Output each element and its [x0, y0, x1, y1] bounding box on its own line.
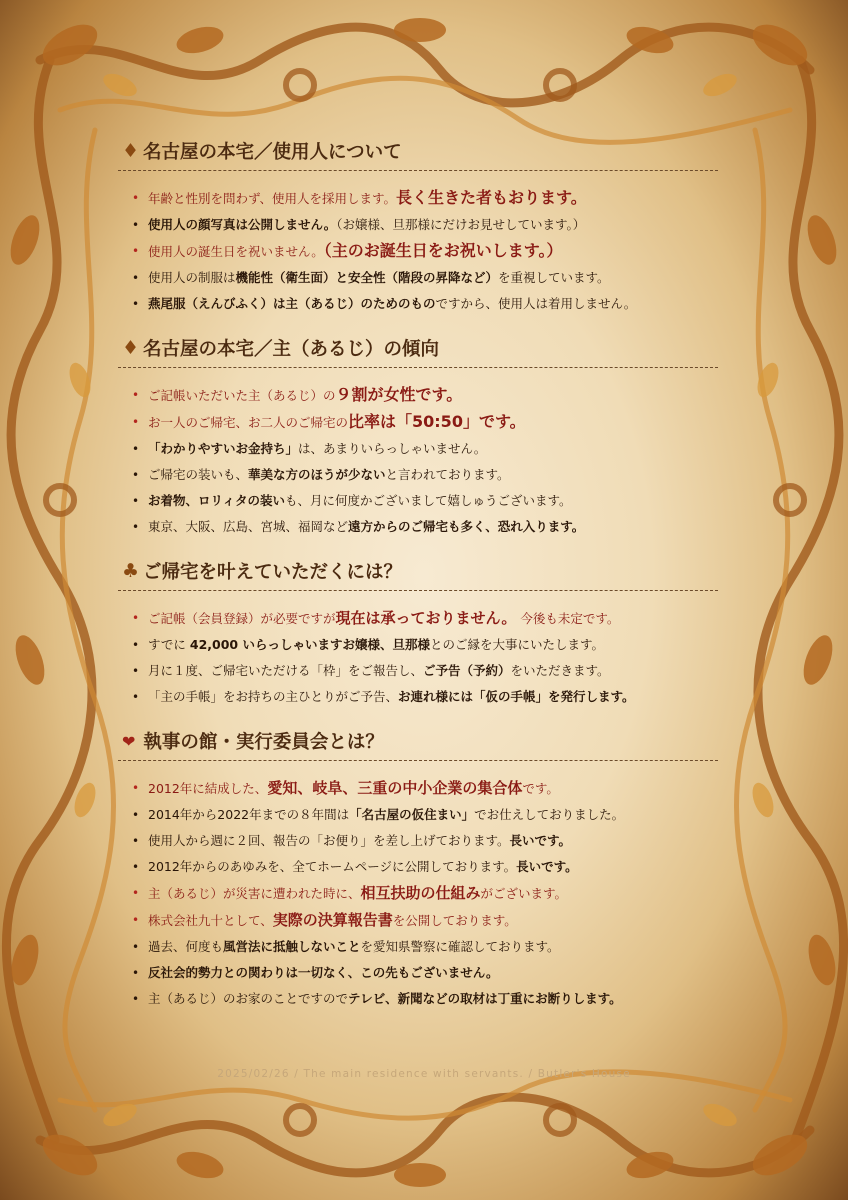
list-item: • 使用人の制服は機能性（衛生面）と安全性（階段の昇降など）を重視しています。	[132, 265, 718, 291]
section-heading	[118, 558, 718, 591]
section-heading	[118, 728, 718, 761]
section-masters	[118, 335, 718, 540]
list-item: • ご記帳いただいた主（あるじ）の９割が女性です。	[132, 382, 718, 409]
list-item: • 使用人の顔写真は公開しません。（お嬢様、旦那様にだけお見せしています。）	[132, 212, 718, 238]
list-item: • すでに 42,000 いらっしゃいますお嬢様、旦那様とのご縁を大事にいたします。	[132, 632, 718, 658]
club-icon: ♣	[122, 560, 140, 582]
diamond-icon: ♦	[122, 337, 140, 359]
section-heading	[118, 138, 718, 171]
list-item: • 月に１度、ご帰宅いただける「枠」をご報告し、ご予告（予約）をいただきます。	[132, 658, 718, 684]
list-item: • 燕尾服（えんびふく）は主（あるじ）のためのものですから、使用人は着用しません。	[132, 291, 718, 317]
section-committee	[118, 728, 718, 1012]
list-item: • 主（あるじ）のお家のことですのでテレビ、新聞などの取材は丁重にお断りします。	[132, 986, 718, 1012]
section-title: 名古屋の本宅／使用人について	[143, 142, 402, 163]
content-area	[118, 138, 718, 1030]
list-item: • 主（あるじ）が災害に遭われた時に、相互扶助の仕組みがございます。	[132, 880, 718, 907]
list-item: • 東京、大阪、広島、宮城、福岡など遠方からのご帰宅も多く、恐れ入ります。	[132, 514, 718, 540]
list-item: • 2014年から2022年までの８年間は「名古屋の仮住まい」でお仕えしておりました。	[132, 802, 718, 828]
list-item: • お一人のご帰宅、お二人のご帰宅の比率は「50:50」です。	[132, 409, 718, 436]
list-item: • 使用人の誕生日を祝いません。（主のお誕生日をお祝いします。）	[132, 238, 718, 265]
list-item: • お着物、ロリィタの装いも、月に何度かございまして嬉しゅうございます。	[132, 488, 718, 514]
section-how-to-visit	[118, 558, 718, 710]
section-staff	[118, 138, 718, 317]
list-item: • 2012年からのあゆみを、全てホームページに公開しております。長いです。	[132, 854, 718, 880]
list-item: • 「わかりやすいお金持ち」は、あまりいらっしゃいません。	[132, 436, 718, 462]
section-title: ご帰宅を叶えていただくには？	[143, 562, 403, 583]
list-item: • 年齢と性別を問わず、使用人を採用します。長く生きた者もおります。	[132, 185, 718, 212]
list-item: • 反社会的勢力との関わりは一切なく、この先もございません。	[132, 960, 718, 986]
section-title: 執事の館・実行委員会とは？	[143, 732, 384, 753]
list-item: • 株式会社九十として、実際の決算報告書を公開しております。	[132, 907, 718, 934]
list-item: • ご帰宅の装いも、華美な方のほうが少ないと言われております。	[132, 462, 718, 488]
list-item: • ご記帳（会員登録）が必要ですが現在は承っておりません。 今後も未定です。	[132, 605, 718, 632]
list-item: • 2012年に結成した、愛知、岐阜、三重の中小企業の集合体です。	[132, 775, 718, 802]
list-item: • 過去、何度も風営法に抵触しないことを愛知県警察に確認しております。	[132, 934, 718, 960]
heart-icon: ❤	[122, 731, 136, 751]
section-heading	[118, 335, 718, 368]
diamond-icon: ♦	[122, 140, 140, 162]
list-item: • 使用人から週に２回、報告の「お便り」を差し上げております。長いです。	[132, 828, 718, 854]
footer-caption: 2025/02/26 / The main residence with servants. / Butler's House	[217, 1068, 631, 1080]
list-item: • 「主の手帳」をお持ちの主ひとりがご予告、お連れ様には「仮の手帳」を発行します。	[132, 684, 718, 710]
section-title: 名古屋の本宅／主（あるじ）の傾向	[143, 339, 440, 360]
